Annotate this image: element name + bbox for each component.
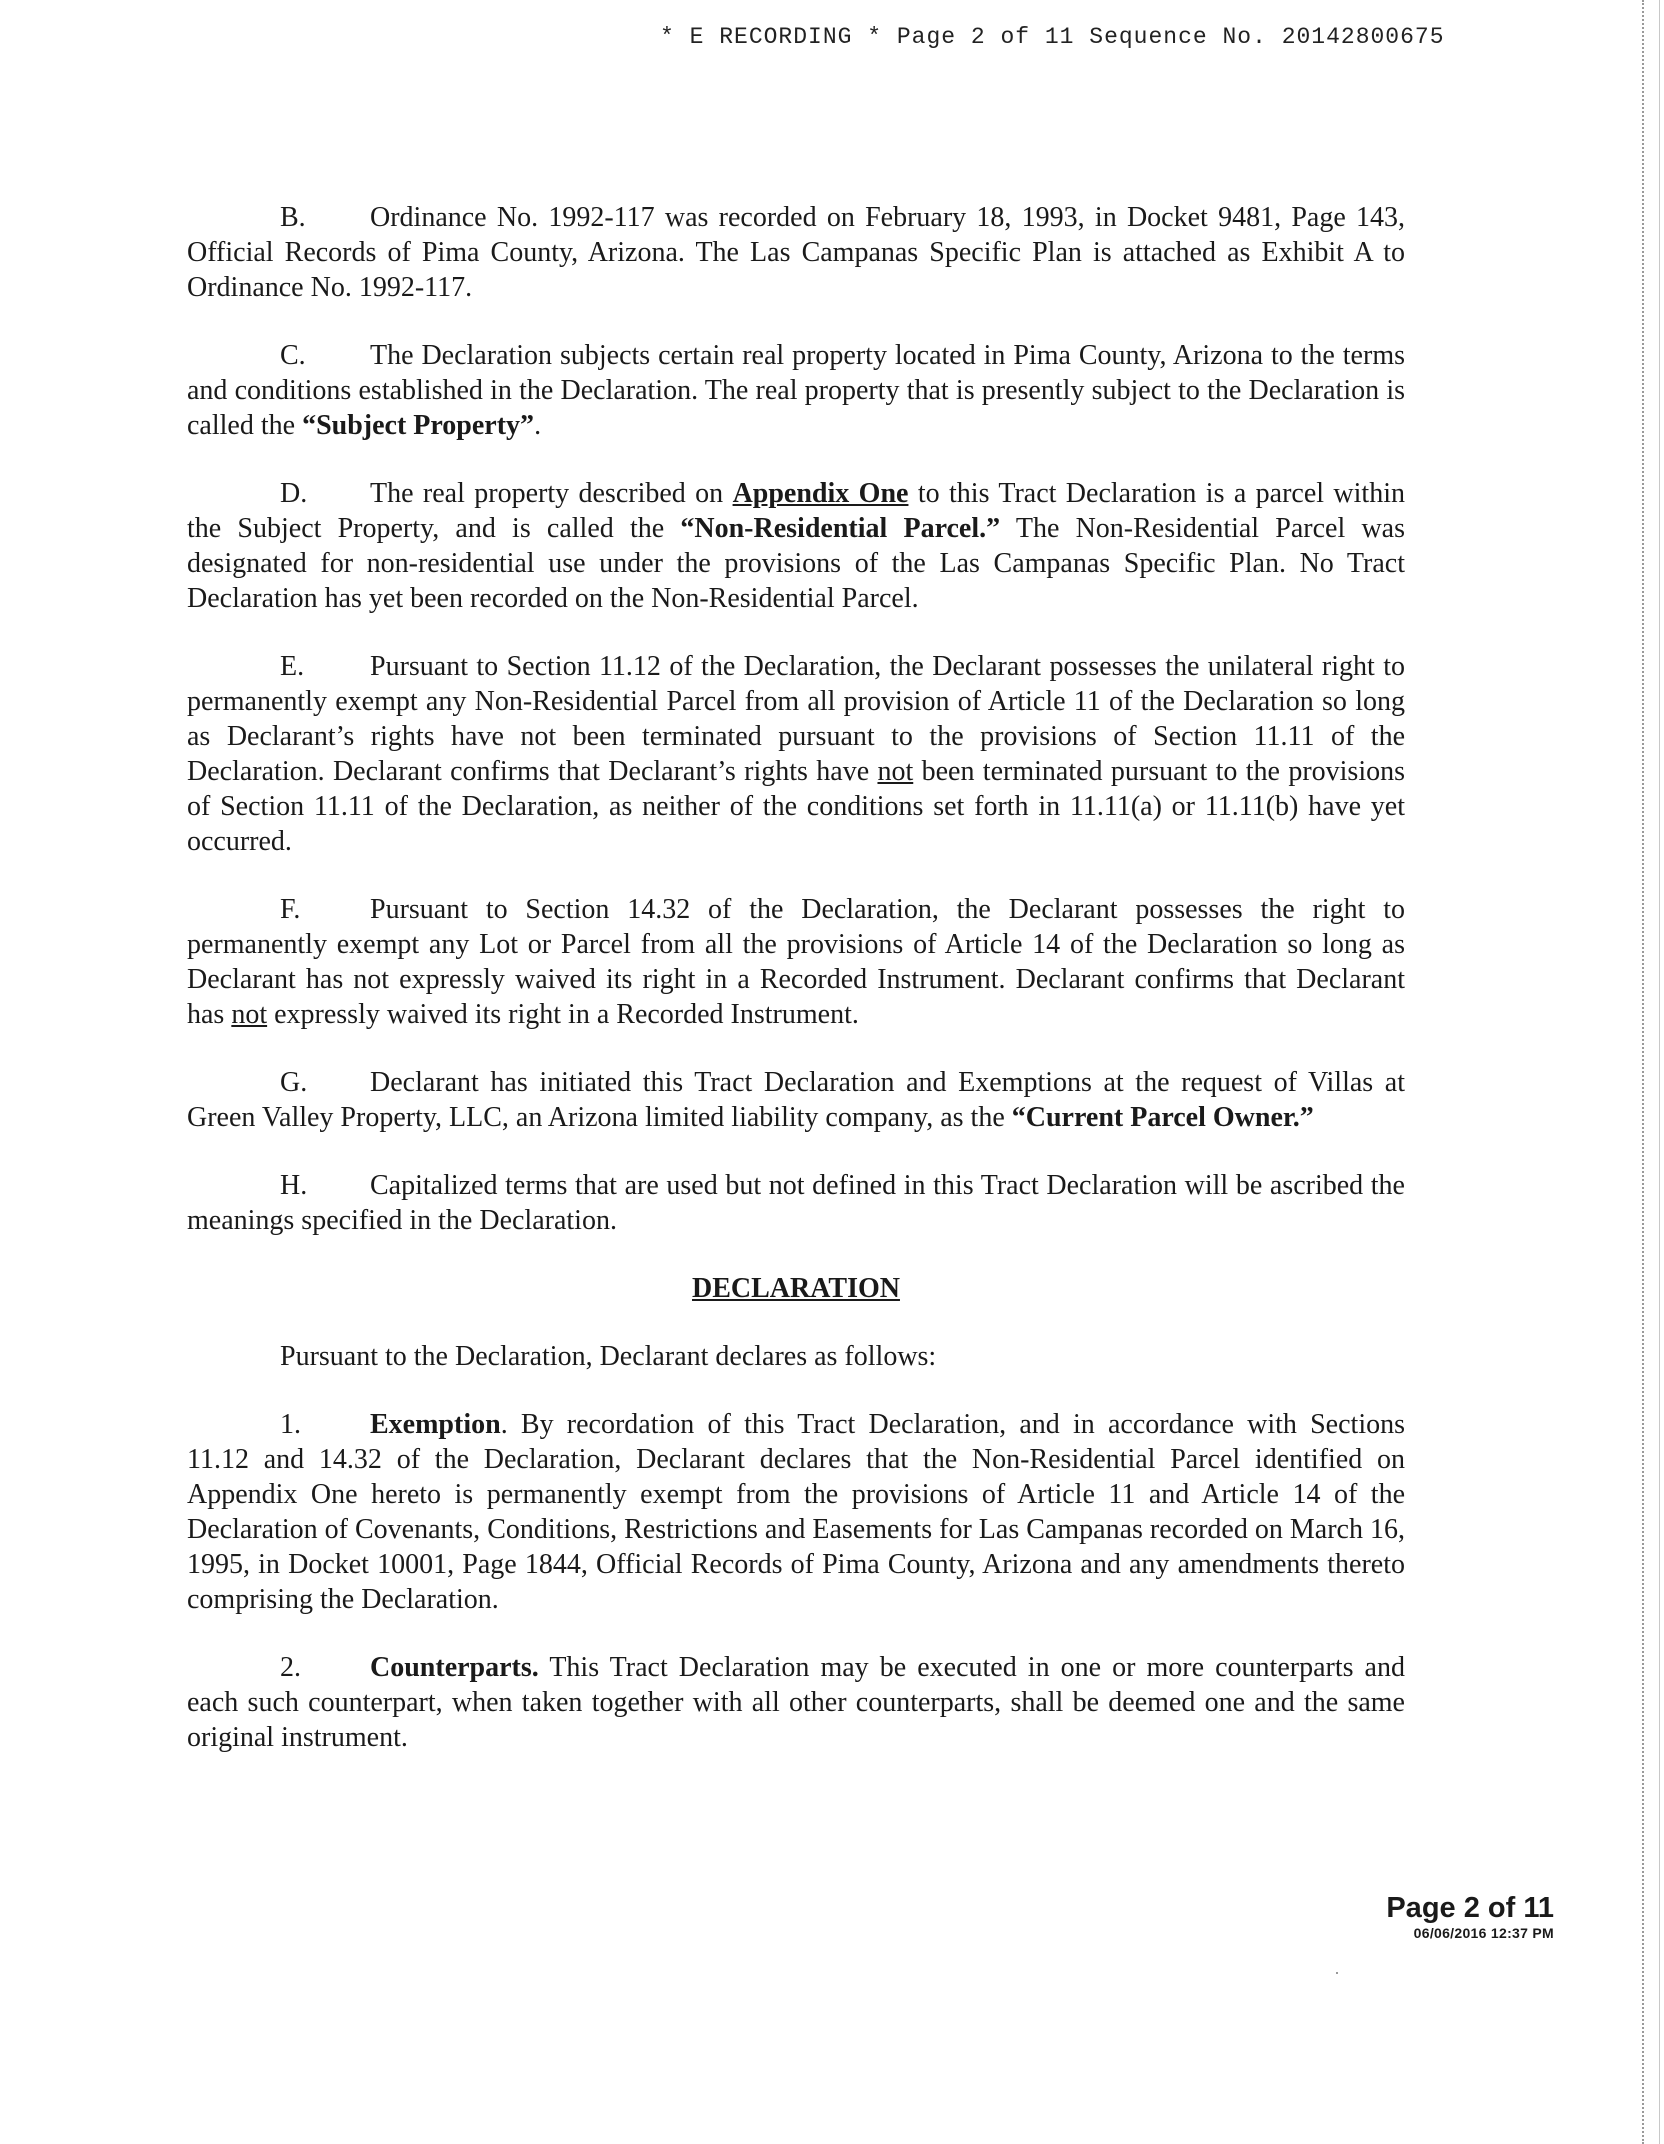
document-body: [187, 200, 1405, 1788]
page-number: Page 2 of 11: [1386, 1892, 1554, 1924]
recital-text: The real property described on: [370, 478, 733, 509]
item-text: This Tract Declaration may be executed in one or more counterparts and each such counterpart, when taken together with all other counterparts, shall be deemed one and the same original instrument.: [187, 1652, 1405, 1753]
recital-text: Pursuant to Section 11.12 of the Declaration, the Declarant possesses the unilateral right to permanently exempt any Non-Residential Parcel from all provision of Article 11 of the Declaration so long as Declarant’s rights have not been terminated pursuant to the provisions of Section 11.11 of the Declaration. Declarant confirms that Declarant’s rights have: [187, 651, 1405, 787]
recital-text: Declarant has initiated this Tract Declaration and Exemptions at the request of Villas at Green Valley Property, LLC, an Arizona limited liability company, as the: [187, 1067, 1405, 1133]
defined-term: “Current Parcel Owner.”: [1011, 1102, 1314, 1133]
underlined-word: not: [231, 999, 268, 1030]
recital-text: Capitalized terms that are used but not defined in this Tract Declaration will be ascribed the meanings specified in the Declaration.: [187, 1170, 1405, 1236]
declaration-item-2: [187, 1650, 1405, 1755]
item-number: 2.: [280, 1652, 301, 1683]
recital-letter: E.: [280, 651, 305, 682]
recital-text: The Declaration subjects certain real property located in Pima County, Arizona to the terms and conditions established in the Declaration. The real property that is presently subject to the Declaration is called the: [187, 340, 1405, 441]
recital-letter: D.: [280, 478, 308, 509]
defined-term: “Subject Property”: [302, 410, 535, 441]
recital-b: [187, 200, 1405, 305]
print-timestamp: 06/06/2016 12:37 PM: [1413, 1925, 1554, 1941]
recital-letter: H.: [280, 1170, 308, 1201]
defined-term: “Non-Residential Parcel.”: [680, 513, 1001, 544]
recital-text: The Non-Residential Parcel was designated for non-residential use under the provisions of the Las Campanas Specific Plan. No Tract Declaration has yet been recorded on the Non-Residential Parcel.: [187, 513, 1405, 614]
recital-d: [187, 476, 1405, 616]
item-title: Counterparts.: [370, 1652, 539, 1683]
recital-text: to this Tract Declaration is a parcel within the Subject Property, and is called the: [187, 478, 1405, 544]
recital-e: [187, 649, 1405, 859]
scan-speck: [1336, 1972, 1338, 1974]
recital-h: [187, 1168, 1405, 1238]
section-heading: DECLARATION: [692, 1273, 900, 1304]
item-title-end: .: [500, 1409, 508, 1440]
recital-letter: B.: [280, 202, 306, 233]
recital-g: [187, 1065, 1405, 1135]
scan-edge: [1642, 0, 1664, 2144]
recital-text-end: .: [534, 410, 542, 441]
recital-text: Ordinance No. 1992-117 was recorded on February 18, 1993, in Docket 9481, Page 143, Official Records of Pima County, Arizona. The Las Campanas Specific Plan is attached as Exhibit A to Ordinance No. 1992-117.: [187, 202, 1405, 303]
recital-text: been terminated pursuant to the provisions of Section 11.11 of the Declaration, as neither of the conditions set forth in 11.11(a) or 11.11(b) have yet occurred.: [187, 756, 1405, 857]
appendix-reference: Appendix One: [732, 478, 909, 509]
declaration-item-1: [187, 1407, 1405, 1617]
recording-header: * E RECORDING * Page 2 of 11 Sequence No. 20142800675: [660, 24, 1445, 50]
item-number: 1.: [280, 1409, 301, 1440]
recital-letter: C.: [280, 340, 306, 371]
scan-edge-line: [1659, 0, 1660, 2144]
recital-text: Pursuant to Section 14.32 of the Declaration, the Declarant possesses the right to permanently exempt any Lot or Parcel from all the provisions of Article 14 of the Declaration so long as Declarant has not expressly waived its right in a Recorded Instrument. Declarant confirms that Declarant has: [187, 894, 1405, 1030]
recital-f: [187, 892, 1405, 1032]
recital-letter: G.: [280, 1067, 308, 1098]
item-title: Exemption: [370, 1409, 501, 1440]
recital-c: [187, 338, 1405, 443]
declaration-intro: Pursuant to the Declaration, Declarant declares as follows:: [280, 1341, 937, 1372]
recital-text: expressly waived its right in a Recorded Instrument.: [267, 999, 859, 1030]
page-footer: [1386, 1892, 1554, 1942]
item-text: By recordation of this Tract Declaration, and in accordance with Sections 11.12 and 14.32 of the Declaration, Declarant declares that the Non-Residential Parcel identified on Appendix One hereto is permanently exempt from the provisions of Article 11 and Article 14 of the Declaration of Covenants, Conditions, Restrictions and Easements for Las Campanas recorded on March 16, 1995, in Docket 10001, Page 1844, Official Records of Pima County, Arizona and any amendments thereto comprising the Declaration.: [187, 1409, 1405, 1615]
recital-letter: F.: [280, 894, 301, 925]
underlined-word: not: [877, 756, 914, 787]
